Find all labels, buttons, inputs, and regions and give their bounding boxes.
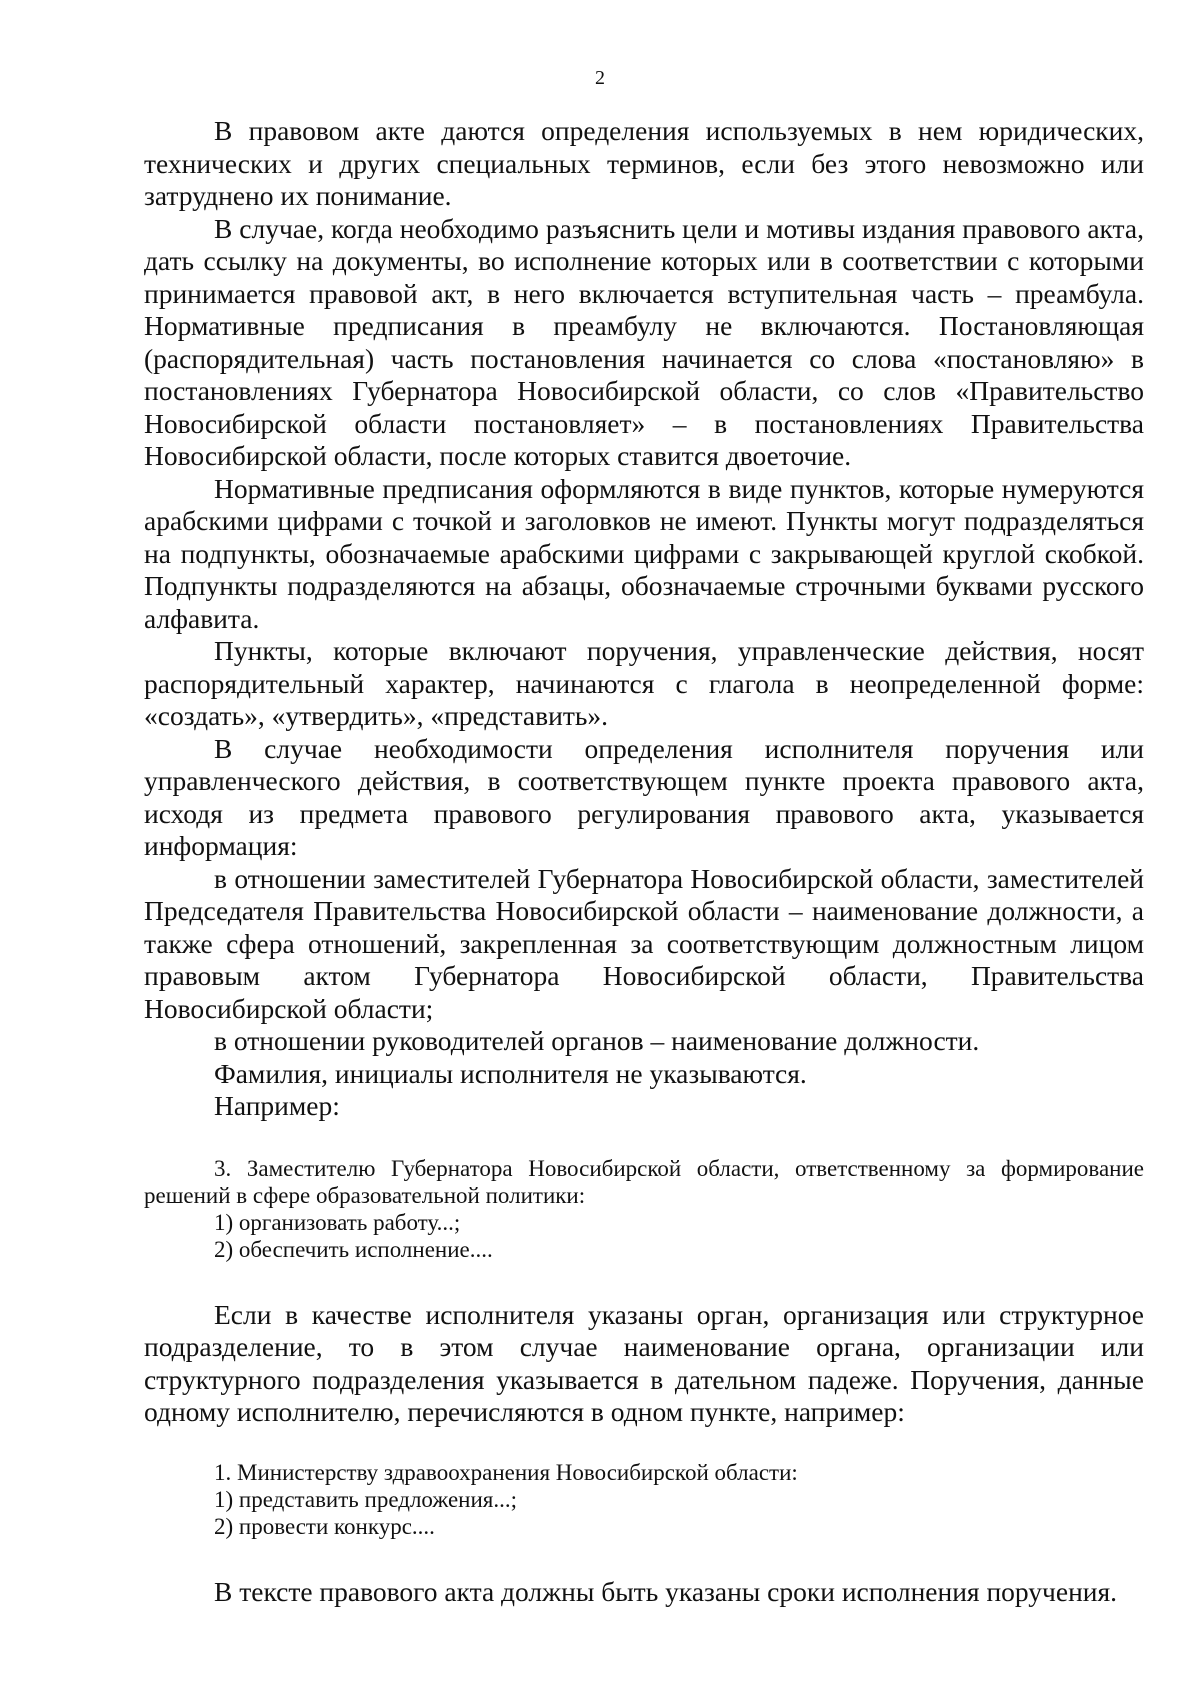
example-block-ministry	[144, 1459, 1144, 1540]
paragraph-preamble: В случае, когда необходимо разъяснить цели и мотивы издания правового акта, дать ссылку на документы, во исполнение которых или в соответствии с которыми принимается правовой акт, в него включается вступительная часть – преамбула. Нормативные предписания в преамбулу не включаются. Постановляющая (распорядительная) часть постановления начинается со слова «постановляю» в постановлениях Губернатора Новосибирской области, со слов «Правительство Новосибирской области постановляет» – в постановлениях Правительства Новосибирской области, после которых ставится двоеточие.	[144, 212, 1144, 471]
paragraph-for-example: Например:	[214, 1090, 340, 1121]
paragraph-instruction-points: Пункты, которые включают поручения, управленческие действия, носят распорядительный характер, начинаются с глагола в неопределенной форме: «создать», «утвердить», «представить».	[144, 635, 1144, 731]
document-body	[144, 115, 1144, 1608]
page-number: 2	[595, 67, 605, 89]
paragraph-terms-definitions: В правовом акте даются определения используемых в нем юридических, технических и других специальных терминов, если без этого невозможно или затруднено их понимание.	[144, 115, 1144, 211]
paragraph-organization-executor: Если в качестве исполнителя указаны орган, организация или структурное подразделение, то в этом случае наименование органа, организации или структурного подразделения указывается в дательном падеже. Поручения, данные одному исполнителю, перечисляются в одном пункте, например:	[144, 1298, 1144, 1427]
example-subitem: 1) организовать работу...;	[214, 1209, 461, 1235]
paragraph-heads-of-bodies: в отношении руководителей органов – наименование должности.	[214, 1025, 980, 1056]
paragraph-deadlines: В тексте правового акта должны быть указаны сроки исполнения поручения.	[214, 1575, 1118, 1607]
paragraph-surname-note: Фамилия, инициалы исполнителя не указываются.	[214, 1057, 807, 1089]
example-subitem: 2) провести конкурс....	[214, 1513, 435, 1539]
example-subitem: 2) обеспечить исполнение....	[214, 1236, 493, 1262]
paragraph-executor-definition: В случае необходимости определения исполнителя поручения или управленческого действия, в соответствующем пункте проекта правового акта, исходя из предмета правового регулирования правового акта, указывается информация:	[144, 732, 1144, 861]
paragraph-deputy-governors: в отношении заместителей Губернатора Новосибирской области, заместителей Председателя Правительства Новосибирской области – наименование должности, а также сфера отношений, закрепленная за соответствующим должностным лицом правовым актом Губернатора Новосибирской области, Правительства Новосибирской области;	[144, 862, 1144, 1024]
paragraph-normative-provisions: Нормативные предписания оформляются в виде пунктов, которые нумеруются арабскими цифрами с точкой и заголовков не имеют. Пункты могут подразделяться на подпункты, обозначаемые арабскими цифрами с закрывающей круглой скобкой. Подпункты подразделяются на абзацы, обозначаемые строчными буквами русского алфавита.	[144, 472, 1144, 634]
example-subitem: 1) представить предложения...;	[214, 1486, 517, 1512]
example-item: 1. Министерству здравоохранения Новосибирской области:	[214, 1459, 798, 1485]
example-item: 3. Заместителю Губернатора Новосибирской области, ответственному за формирование решений в сфере образовательной политики:	[144, 1155, 1144, 1208]
example-block-deputy-governor	[144, 1155, 1144, 1263]
